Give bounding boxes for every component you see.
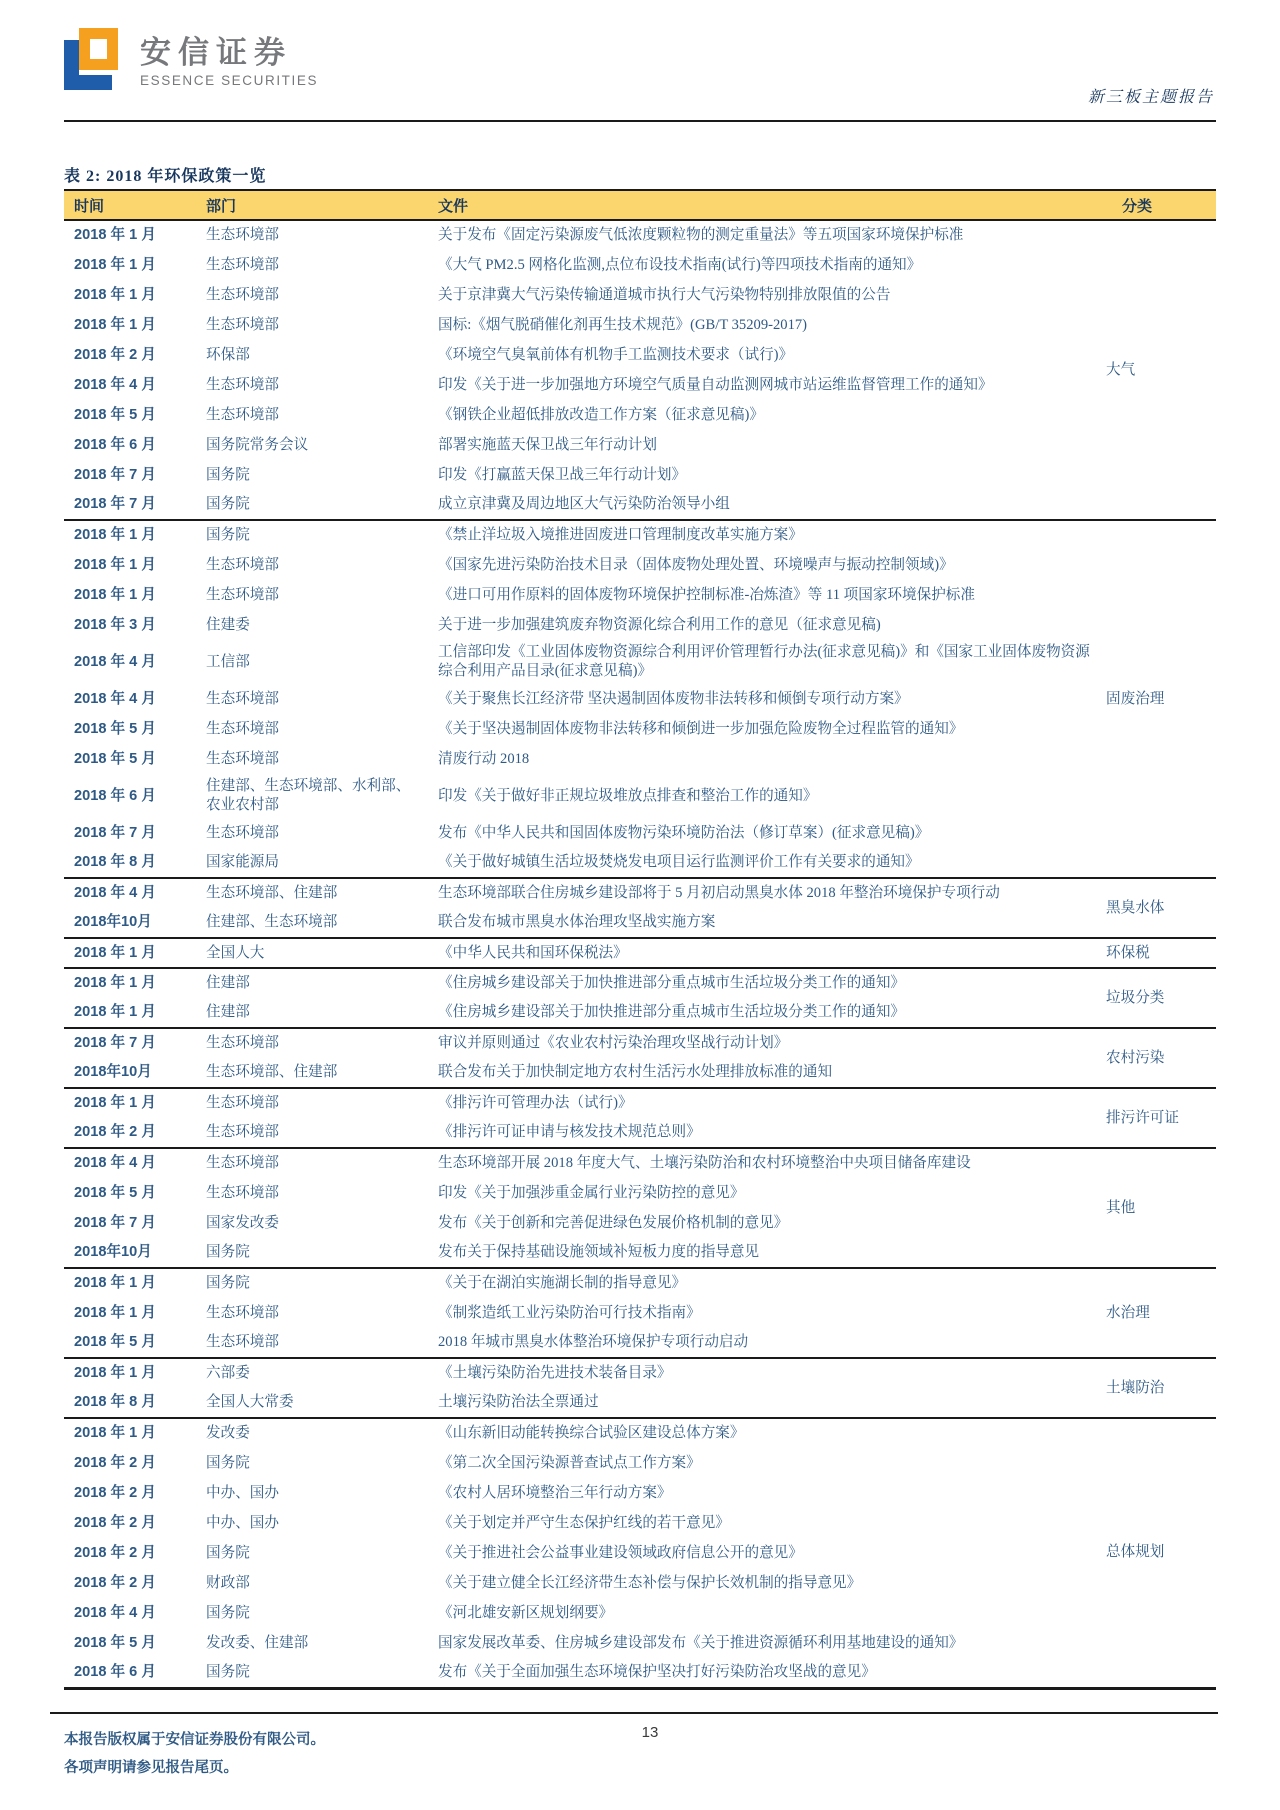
dept-cell: 生态环境部 — [206, 1304, 279, 1321]
time-cell: 2018 年 2 月 — [74, 1454, 156, 1471]
table-row — [64, 1508, 1216, 1538]
table-row — [64, 400, 1216, 430]
dept-cell: 国务院 — [206, 466, 250, 483]
dept-cell: 生态环境部 — [206, 406, 279, 423]
table-header-row — [64, 190, 1216, 220]
table-row — [64, 1118, 1216, 1148]
dept-cell: 生态环境部 — [206, 824, 279, 841]
dept-cell: 发改委 — [196, 1418, 428, 1448]
time-cell: 2018 年 7 月 — [74, 1214, 156, 1231]
dept-cell: 国务院 — [206, 1663, 250, 1680]
dept-cell: 生态环境部 — [206, 1124, 279, 1140]
category-cell: 大气 — [1096, 220, 1216, 520]
table-row — [64, 250, 1216, 280]
time-cell: 2018 年 1 月 — [74, 316, 156, 333]
dept-cell: 发改委、住建部 — [206, 1634, 309, 1651]
table-row — [64, 744, 1216, 774]
category-cell: 环保税 — [1096, 938, 1216, 968]
dept-cell: 国务院 — [196, 1268, 428, 1298]
doc-cell: 《山东新旧动能转换综合试验区建设总体方案》 — [428, 1418, 1096, 1448]
doc-cell: 《住房城乡建设部关于加快推进部分重点城市生活垃圾分类工作的通知》 — [428, 968, 1096, 998]
table-row — [64, 1568, 1216, 1598]
table-row — [64, 550, 1216, 580]
category-cell: 排污许可证 — [1096, 1088, 1216, 1148]
time-cell: 2018 年 4 月 — [74, 1604, 156, 1621]
dept-cell: 生态环境部 — [206, 586, 279, 603]
column-header-category: 分类 — [1096, 190, 1216, 220]
category-cell: 黑臭水体 — [1096, 878, 1216, 938]
dept-cell: 住建部 — [196, 968, 428, 998]
dept-cell: 全国人大常委 — [206, 1394, 294, 1410]
doc-cell: 《关于聚焦长江经济带 坚决遏制固体废物非法转移和倾倒专项行动方案》 — [438, 690, 909, 707]
table-row — [64, 340, 1216, 370]
time-cell: 2018 年 2 月 — [74, 1574, 156, 1591]
dept-cell: 住建委 — [206, 616, 250, 633]
dept-cell: 中办、国办 — [206, 1484, 279, 1501]
dept-cell: 生态环境部 — [206, 286, 279, 303]
category-cell: 垃圾分类 — [1096, 968, 1216, 1028]
table-row — [64, 878, 1216, 908]
dept-cell: 生态环境部 — [196, 220, 428, 250]
time-cell: 2018 年 1 月 — [64, 968, 196, 998]
time-cell: 2018 年 4 月 — [74, 653, 156, 670]
table-row — [64, 1058, 1216, 1088]
table-row — [64, 490, 1216, 520]
brand-name-cn: 安信证券 — [140, 35, 292, 70]
doc-cell: 《关于坚决遏制固体废物非法转移和倾倒进一步加强危险废物全过程监管的通知》 — [438, 720, 964, 737]
doc-cell: 《大气 PM2.5 网格化监测,点位布设技术指南(试行)等四项技术指南的通知》 — [438, 256, 922, 273]
table-row — [64, 714, 1216, 744]
table-row — [64, 460, 1216, 490]
doc-cell: 生态环境部开展 2018 年度大气、土壤污染防治和农村环境整治中央项目储备库建设 — [428, 1148, 1096, 1178]
time-cell: 2018 年 4 月 — [74, 690, 156, 707]
page-number: 13 — [641, 1724, 659, 1741]
doc-cell: 清废行动 2018 — [438, 750, 530, 767]
time-cell: 2018 年 6 月 — [74, 436, 156, 453]
doc-cell: 《关于推进社会公益事业建设领域政府信息公开的意见》 — [438, 1544, 803, 1561]
dept-cell: 生态环境部 — [196, 1028, 428, 1058]
table-row — [64, 220, 1216, 250]
category-cell: 总体规划 — [1096, 1418, 1216, 1688]
time-cell: 2018年10月 — [74, 1244, 152, 1260]
dept-cell: 国务院 — [206, 1454, 250, 1471]
time-cell: 2018 年 4 月 — [64, 878, 196, 908]
doc-cell: 发布《关于创新和完善促进绿色发展价格机制的意见》 — [438, 1214, 789, 1231]
doc-cell: 关于京津冀大气污染传输通道城市执行大气污染物特别排放限值的公告 — [438, 286, 891, 303]
dept-cell: 工信部 — [206, 653, 250, 670]
time-cell: 2018 年 5 月 — [74, 1184, 156, 1201]
time-cell: 2018年10月 — [74, 1064, 152, 1080]
doc-cell: 印发《打赢蓝天保卫战三年行动计划》 — [438, 466, 687, 483]
time-cell: 2018 年 5 月 — [74, 1634, 156, 1651]
doc-cell: 土壤污染防治法全票通过 — [438, 1394, 599, 1410]
time-cell: 2018 年 1 月 — [64, 1418, 196, 1448]
table-row — [64, 1358, 1216, 1388]
time-cell: 2018 年 1 月 — [74, 1304, 156, 1321]
doc-cell: 《关于划定并严守生态保护红线的若干意见》 — [438, 1514, 730, 1531]
time-cell: 2018 年 1 月 — [64, 1358, 196, 1388]
dept-cell: 中办、国办 — [206, 1514, 279, 1531]
dept-cell: 生态环境部 — [206, 256, 279, 273]
table-row — [64, 1418, 1216, 1448]
time-cell: 2018 年 1 月 — [74, 586, 156, 603]
doc-cell: 发布《中华人民共和国固体废物污染环境防治法（修订草案）(征求意见稿)》 — [438, 824, 930, 841]
doc-cell: 关于进一步加强建筑废弃物资源化综合利用工作的意见（征求意见稿) — [438, 616, 881, 633]
dept-cell: 生态环境部 — [206, 750, 279, 767]
doc-cell: 《环境空气臭氧前体有机物手工监测技术要求（试行)》 — [438, 346, 794, 363]
time-cell: 2018 年 8 月 — [74, 1394, 156, 1410]
table-row — [64, 1268, 1216, 1298]
time-cell: 2018 年 1 月 — [74, 256, 156, 273]
time-cell: 2018 年 5 月 — [74, 1334, 156, 1350]
column-header-time: 时间 — [64, 190, 196, 220]
dept-cell: 国家能源局 — [206, 854, 279, 870]
table-row — [64, 1238, 1216, 1268]
doc-cell: 《土壤污染防治先进技术装备目录》 — [428, 1358, 1096, 1388]
time-cell: 2018 年 2 月 — [74, 1124, 156, 1140]
table-row — [64, 908, 1216, 938]
doc-cell: 印发《关于加强涉重金属行业污染防控的意见》 — [438, 1184, 745, 1201]
report-type-label: 新三板主题报告 — [1087, 89, 1214, 106]
table-row — [64, 310, 1216, 340]
dept-cell: 生态环境部 — [206, 1184, 279, 1201]
time-cell: 2018 年 4 月 — [74, 376, 156, 393]
table-row — [64, 1148, 1216, 1178]
doc-cell: 国标:《烟气脱硝催化剂再生技术规范》(GB/T 35209-2017) — [438, 316, 808, 333]
doc-cell: 《进口可用作原料的固体废物环境保护控制标准-冶炼渣》等 11 项国家环境保护标准 — [438, 586, 975, 603]
time-cell: 2018 年 2 月 — [74, 1544, 156, 1561]
dept-cell: 生态环境部 — [206, 376, 279, 393]
footer-copyright — [64, 1726, 325, 1782]
dept-cell: 生态环境部 — [196, 1088, 428, 1118]
doc-cell: 《住房城乡建设部关于加快推进部分重点城市生活垃圾分类工作的通知》 — [438, 1004, 906, 1020]
dept-cell: 国务院 — [206, 1244, 250, 1260]
essence-securities-logo-icon — [64, 28, 126, 92]
doc-cell: 《排污许可管理办法（试行)》 — [428, 1088, 1096, 1118]
table-row — [64, 968, 1216, 998]
time-cell: 2018 年 7 月 — [74, 496, 156, 512]
category-cell: 土壤防治 — [1096, 1358, 1216, 1418]
brand-header — [64, 28, 318, 92]
doc-cell: 《关于在湖泊实施湖长制的指导意见》 — [428, 1268, 1096, 1298]
dept-cell: 生态环境部 — [206, 690, 279, 707]
column-header-dept: 部门 — [196, 190, 428, 220]
dept-cell: 生态环境部、住建部 — [196, 878, 428, 908]
policy-table — [64, 189, 1216, 1690]
table-row — [64, 1088, 1216, 1118]
time-cell: 2018 年 6 月 — [74, 787, 156, 804]
dept-cell: 国务院 — [206, 1604, 250, 1621]
dept-cell: 生态环境部 — [206, 1334, 279, 1350]
category-cell: 其他 — [1096, 1148, 1216, 1268]
table-row — [64, 938, 1216, 968]
brand-text — [140, 28, 318, 88]
dept-cell: 住建部、生态环境部 — [206, 914, 338, 930]
table-row — [64, 1028, 1216, 1058]
dept-cell: 生态环境部 — [206, 316, 279, 333]
doc-cell: 发布关于保持基础设施领域补短板力度的指导意见 — [438, 1244, 760, 1260]
doc-cell: 《关于建立健全长江经济带生态补偿与保护长效机制的指导意见》 — [438, 1574, 862, 1591]
table-row — [64, 774, 1216, 818]
footer-copyright-line2: 各项声明请参见报告尾页。 — [64, 1760, 238, 1776]
time-cell: 2018 年 7 月 — [74, 466, 156, 483]
time-cell: 2018 年 2 月 — [74, 346, 156, 363]
doc-cell: 《河北雄安新区规划纲要》 — [438, 1604, 614, 1621]
table-row — [64, 280, 1216, 310]
time-cell: 2018 年 2 月 — [74, 1484, 156, 1501]
doc-cell: 发布《关于全面加强生态环境保护坚决打好污染防治攻坚战的意见》 — [438, 1663, 876, 1680]
table-row — [64, 580, 1216, 610]
doc-cell: 联合发布关于加快制定地方农村生活污水处理排放标准的通知 — [438, 1064, 833, 1080]
time-cell: 2018 年 1 月 — [64, 520, 196, 550]
category-cell: 农村污染 — [1096, 1028, 1216, 1088]
table-row — [64, 1328, 1216, 1358]
doc-cell: 印发《关于做好非正规垃圾堆放点排查和整治工作的通知》 — [438, 787, 818, 804]
category-cell: 固废治理 — [1096, 520, 1216, 878]
time-cell: 2018 年 1 月 — [64, 938, 196, 968]
table-row — [64, 1388, 1216, 1418]
doc-cell: 2018 年城市黑臭水体整治环境保护专项行动启动 — [438, 1334, 749, 1350]
table-row — [64, 1658, 1216, 1688]
table-row — [64, 370, 1216, 400]
dept-cell: 生态环境部 — [206, 556, 279, 573]
table-row — [64, 1448, 1216, 1478]
table-row — [64, 1298, 1216, 1328]
time-cell: 2018 年 7 月 — [64, 1028, 196, 1058]
dept-cell: 国务院 — [196, 520, 428, 550]
time-cell: 2018 年 5 月 — [74, 750, 156, 767]
doc-cell: 关于发布《固定污染源废气低浓度颗粒物的测定重量法》等五项国家环境保护标准 — [428, 220, 1096, 250]
time-cell: 2018 年 4 月 — [64, 1148, 196, 1178]
dept-cell: 国务院 — [206, 496, 250, 512]
policy-table-wrap — [64, 189, 1216, 1690]
time-cell: 2018 年 3 月 — [74, 616, 156, 633]
table-row — [64, 610, 1216, 640]
time-cell: 2018 年 1 月 — [74, 1004, 156, 1020]
dept-cell: 生态环境部 — [196, 1148, 428, 1178]
doc-cell: 《排污许可证申请与核发技术规范总则》 — [438, 1124, 701, 1140]
time-cell: 2018 年 1 月 — [64, 1268, 196, 1298]
dept-cell: 国家发改委 — [206, 1214, 279, 1231]
doc-cell: 《钢铁企业超低排放改造工作方案（征求意见稿)》 — [438, 406, 764, 423]
dept-cell: 财政部 — [206, 1574, 250, 1591]
dept-cell: 六部委 — [196, 1358, 428, 1388]
dept-cell: 生态环境部、住建部 — [206, 1064, 338, 1080]
doc-cell: 国家发展改革委、住房城乡建设部发布《关于推进资源循环利用基地建设的通知》 — [438, 1634, 964, 1651]
doc-cell: 生态环境部联合住房城乡建设部将于 5 月初启动黑臭水体 2018 年整治环境保护专项行动 — [428, 878, 1096, 908]
doc-cell: 《禁止洋垃圾入境推进固废进口管理制度改革实施方案》 — [428, 520, 1096, 550]
time-cell: 2018 年 7 月 — [74, 824, 156, 841]
dept-cell: 国务院 — [206, 1544, 250, 1561]
time-cell: 2018 年 5 月 — [74, 720, 156, 737]
brand-name-en: ESSENCE SECURITIES — [140, 73, 319, 88]
dept-cell: 国务院常务会议 — [206, 436, 309, 453]
table-row — [64, 1208, 1216, 1238]
doc-cell: 《制浆造纸工业污染防治可行技术指南》 — [438, 1304, 701, 1321]
table-row — [64, 684, 1216, 714]
doc-cell: 《农村人居环境整治三年行动方案》 — [438, 1484, 672, 1501]
time-cell: 2018 年 1 月 — [64, 220, 196, 250]
time-cell: 2018 年 8 月 — [74, 854, 156, 870]
table-row — [64, 1628, 1216, 1658]
table-row — [64, 1178, 1216, 1208]
table-row — [64, 818, 1216, 848]
doc-cell: 联合发布城市黑臭水体治理攻坚战实施方案 — [438, 914, 716, 930]
doc-cell: 《第二次全国污染源普查试点工作方案》 — [438, 1454, 701, 1471]
time-cell: 2018 年 1 月 — [74, 286, 156, 303]
table-row — [64, 1478, 1216, 1508]
footer-divider — [50, 1712, 1218, 1714]
dept-cell: 住建部 — [206, 1004, 250, 1020]
table-row — [64, 430, 1216, 460]
table-row — [64, 640, 1216, 684]
category-cell: 水治理 — [1096, 1268, 1216, 1358]
doc-cell: 部署实施蓝天保卫战三年行动计划 — [438, 436, 657, 453]
header-divider — [64, 120, 1216, 122]
table-row — [64, 998, 1216, 1028]
column-header-doc: 文件 — [428, 190, 1096, 220]
doc-cell: 成立京津冀及周边地区大气污染防治领导小组 — [438, 496, 730, 512]
policy-table-body — [64, 220, 1216, 1688]
time-cell: 2018 年 1 月 — [64, 1088, 196, 1118]
table-row — [64, 1538, 1216, 1568]
time-cell: 2018 年 5 月 — [74, 406, 156, 423]
doc-cell: 工信部印发《工业固体废物资源综合利用评价管理暂行办法(征求意见稿)》和《国家工业固体废物资源综合利用产品目录(征求意见稿)》 — [438, 644, 1090, 679]
table-title: 表 2: 2018 年环保政策一览 — [64, 168, 267, 185]
footer-copyright-line1: 本报告版权属于安信证券股份有限公司。 — [64, 1732, 325, 1748]
dept-cell: 环保部 — [206, 346, 250, 363]
doc-cell: 审议并原则通过《农业农村污染治理攻坚战行动计划》 — [428, 1028, 1096, 1058]
dept-cell: 住建部、生态环境部、水利部、农业农村部 — [206, 778, 411, 813]
logo-orange-shape — [79, 28, 118, 70]
doc-cell: 《关于做好城镇生活垃圾焚烧发电项目运行监测评价工作有关要求的通知》 — [438, 854, 920, 870]
table-row — [64, 848, 1216, 878]
doc-cell: 印发《关于进一步加强地方环境空气质量自动监测网城市站运维监督管理工作的通知》 — [438, 376, 993, 393]
doc-cell: 《中华人民共和国环保税法》 — [428, 938, 1096, 968]
time-cell: 2018 年 1 月 — [74, 556, 156, 573]
dept-cell: 全国人大 — [196, 938, 428, 968]
table-row — [64, 1598, 1216, 1628]
time-cell: 2018 年 6 月 — [74, 1663, 156, 1680]
doc-cell: 《国家先进污染防治技术目录（固体废物处理处置、环境噪声与振动控制领域)》 — [438, 556, 954, 573]
time-cell: 2018年10月 — [74, 914, 152, 930]
dept-cell: 生态环境部 — [206, 720, 279, 737]
time-cell: 2018 年 2 月 — [74, 1514, 156, 1531]
table-row — [64, 520, 1216, 550]
